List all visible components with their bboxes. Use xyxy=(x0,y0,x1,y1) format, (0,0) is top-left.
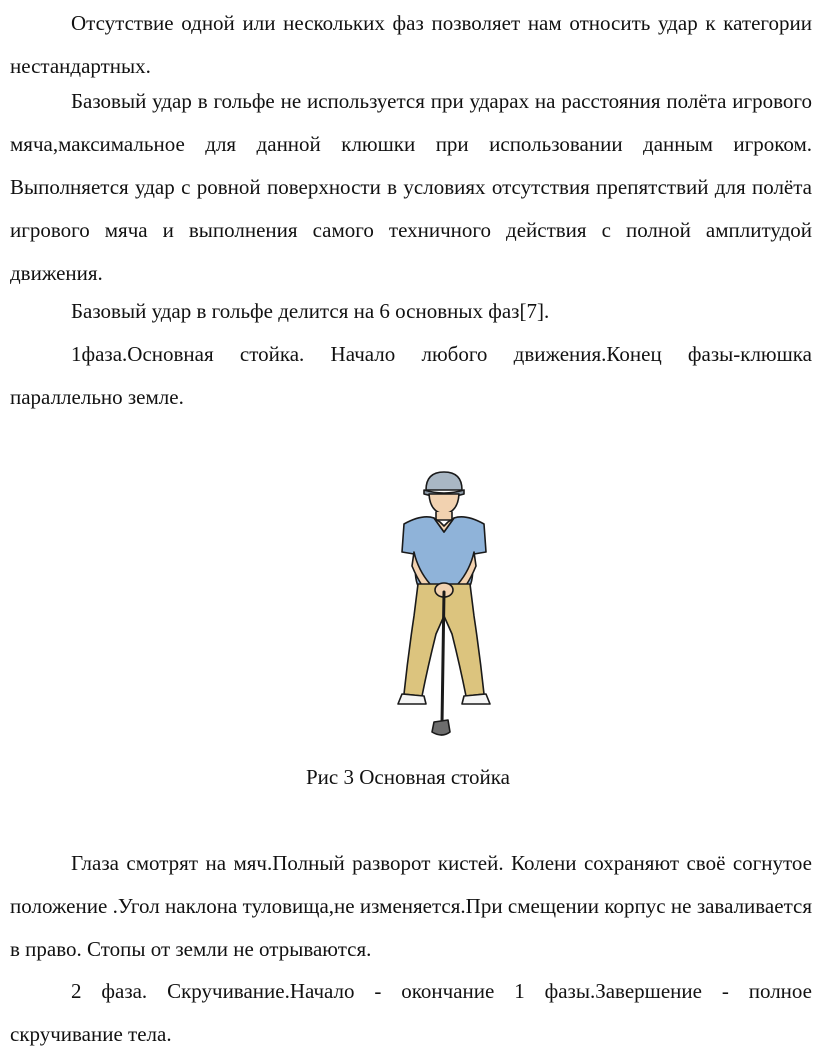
golfer-stance-icon xyxy=(374,466,514,746)
figure-caption: Рис 3 Основная стойка xyxy=(305,765,510,789)
paragraph-phase-1: 1фаза.Основная стойка. Начало любого движения.Конец фазы-клюшка параллельно земле. xyxy=(10,342,812,409)
paragraph-phase-2: 2 фаза. Скручивание.Начало - окончание 1 фазы.Завершение - полное скручивание тела. xyxy=(10,979,812,1046)
paragraph-basic-shot: Базовый удар в гольфе не используется при ударах на расстояния полёта игрового мяча,максимальное для данной клюшки при использовании данным игроком. Выполняется удар с ровной поверхности в условиях отсутствия препятствий для полёта игрового мяча и выполнения самого техничного действия с полной амплитудой движения. xyxy=(10,89,812,285)
paragraph-intro: Отсутствие одной или нескольких фаз позволяет нам относить удар к категории нестандартных. xyxy=(10,11,812,78)
paragraph-eyes-on-ball: Глаза смотрят на мяч.Полный разворот кистей. Колени сохраняют своё согнутое положение .Угол наклона туловища,не изменяется.При смещении корпус не заваливается в право. Стопы от земли не отрываются. xyxy=(10,851,812,961)
paragraph-phases-count: Базовый удар в гольфе делится на 6 основных фаз[7]. xyxy=(71,299,550,323)
